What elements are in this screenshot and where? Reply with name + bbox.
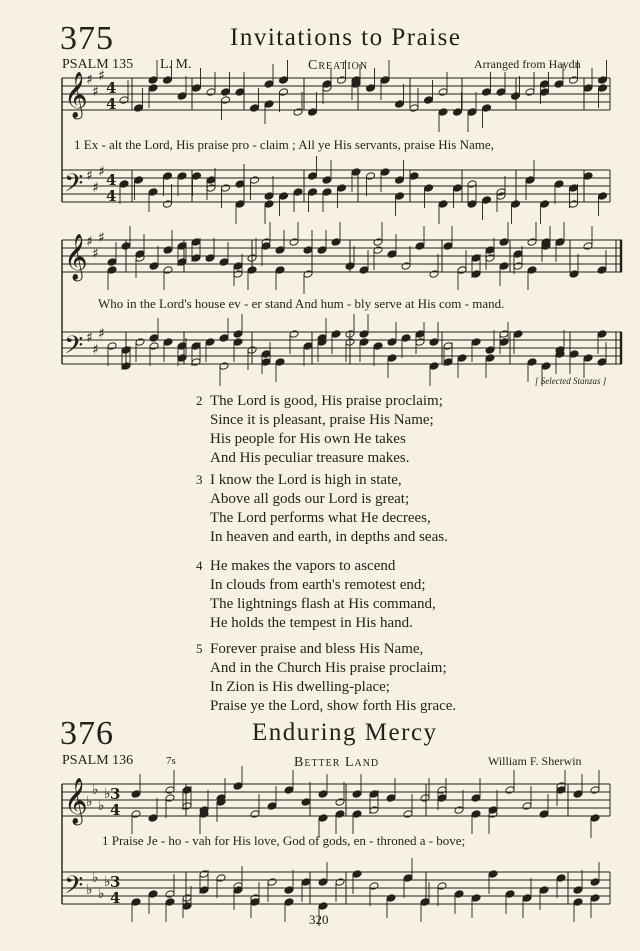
- notehead: [522, 802, 532, 811]
- notehead: [264, 100, 274, 109]
- notehead: [527, 238, 537, 247]
- notehead: [395, 176, 405, 185]
- notehead: [221, 184, 231, 193]
- notehead: [301, 878, 311, 887]
- notehead: [540, 80, 550, 89]
- notehead: [437, 786, 447, 795]
- notehead: [219, 258, 229, 267]
- notehead: [424, 96, 434, 105]
- selected-stanzas-note: [ Selected Stanzas ]: [535, 376, 607, 386]
- notehead: [488, 870, 498, 879]
- notehead: [191, 238, 201, 247]
- notehead: [148, 890, 158, 899]
- notehead: [303, 246, 313, 255]
- notehead: [261, 358, 271, 367]
- notehead: [191, 254, 201, 263]
- notehead: [163, 266, 173, 275]
- hymn-375-arranger: Arranged from Haydn: [474, 57, 581, 71]
- notehead: [590, 894, 600, 903]
- notehead: [352, 790, 362, 799]
- notehead: [369, 790, 379, 799]
- notehead: [131, 810, 141, 819]
- notehead: [380, 168, 390, 177]
- svg-text:4: 4: [106, 171, 117, 189]
- notehead: [205, 254, 215, 263]
- svg-text:𝄞: 𝄞: [64, 72, 88, 118]
- notehead: [438, 108, 448, 117]
- notehead: [261, 350, 271, 359]
- hymn-376-number: 376: [60, 715, 114, 752]
- svg-text:♭: ♭: [98, 798, 105, 814]
- hymn-376-psalm: PSALM 136: [62, 753, 134, 768]
- notehead: [443, 242, 453, 251]
- svg-text:♯: ♯: [86, 330, 93, 346]
- svg-text:3: 3: [110, 785, 121, 803]
- notehead: [556, 874, 566, 883]
- notehead: [583, 242, 593, 251]
- notehead: [598, 84, 608, 93]
- notehead: [415, 330, 425, 339]
- notehead: [467, 200, 477, 209]
- notehead: [482, 104, 492, 113]
- notehead: [250, 898, 260, 907]
- notehead: [438, 200, 448, 209]
- notehead: [569, 184, 579, 193]
- notehead: [496, 192, 506, 201]
- notehead: [264, 200, 274, 209]
- notehead: [177, 258, 187, 267]
- notehead: [308, 108, 318, 117]
- notehead: [177, 342, 187, 351]
- hymn-375-psalm: PSALM 135: [62, 57, 134, 72]
- notehead: [250, 104, 260, 113]
- notehead: [293, 188, 303, 197]
- notehead: [380, 76, 390, 85]
- notehead: [352, 870, 362, 879]
- svg-text:♭: ♭: [92, 870, 99, 886]
- notehead: [369, 806, 379, 815]
- notehead: [420, 794, 430, 803]
- notehead: [303, 342, 313, 351]
- notehead: [437, 794, 447, 803]
- notehead: [366, 172, 376, 181]
- notehead: [199, 870, 209, 879]
- notehead: [318, 878, 328, 887]
- svg-text:♭: ♭: [86, 882, 93, 898]
- notehead: [216, 874, 226, 883]
- notehead: [373, 342, 383, 351]
- notehead: [505, 890, 515, 899]
- notehead: [163, 76, 173, 85]
- notehead: [525, 176, 535, 185]
- notehead: [182, 894, 192, 903]
- notehead: [284, 886, 294, 895]
- hymn-376-title: Enduring Mercy: [252, 719, 438, 746]
- notehead: [496, 88, 506, 97]
- page-number: 320: [309, 912, 329, 927]
- svg-text:♭: ♭: [98, 886, 105, 902]
- notehead: [317, 246, 327, 255]
- notehead: [165, 898, 175, 907]
- notehead: [573, 898, 583, 907]
- notehead: [233, 338, 243, 347]
- notehead: [233, 262, 243, 271]
- notehead: [386, 894, 396, 903]
- notehead: [165, 890, 175, 899]
- notehead: [569, 76, 579, 85]
- notehead: [373, 246, 383, 255]
- notehead: [359, 266, 369, 275]
- notehead: [149, 334, 159, 343]
- hymn-376-composer: William F. Sherwin: [488, 754, 582, 768]
- notehead: [457, 266, 467, 275]
- notehead: [318, 790, 328, 799]
- notehead: [163, 246, 173, 255]
- notehead: [219, 362, 229, 371]
- notehead: [499, 238, 509, 247]
- notehead: [221, 88, 231, 97]
- notehead: [471, 254, 481, 263]
- notehead: [219, 334, 229, 343]
- notehead: [424, 184, 434, 193]
- notehead: [131, 898, 141, 907]
- notehead: [331, 238, 341, 247]
- notehead: [192, 172, 202, 181]
- notehead: [573, 790, 583, 799]
- notehead: [359, 338, 369, 347]
- notehead: [148, 188, 158, 197]
- notehead: [499, 262, 509, 271]
- notehead: [148, 76, 158, 85]
- svg-text:3: 3: [110, 873, 121, 891]
- svg-text:𝄢: 𝄢: [64, 871, 84, 906]
- notehead: [401, 262, 411, 271]
- notehead: [555, 238, 565, 247]
- notehead: [457, 354, 467, 363]
- notehead: [541, 362, 551, 371]
- notehead: [308, 188, 318, 197]
- notehead: [206, 88, 216, 97]
- notehead: [395, 192, 405, 201]
- notehead: [235, 200, 245, 209]
- notehead: [182, 902, 192, 911]
- notehead: [191, 358, 201, 367]
- notehead: [513, 330, 523, 339]
- notehead: [279, 76, 289, 85]
- notehead: [485, 346, 495, 355]
- notehead: [453, 184, 463, 193]
- notehead: [387, 338, 397, 347]
- notehead: [598, 76, 608, 85]
- notehead: [429, 270, 439, 279]
- notehead: [527, 358, 537, 367]
- notehead: [107, 266, 117, 275]
- notehead: [467, 180, 477, 189]
- notehead: [485, 254, 495, 263]
- notehead: [471, 894, 481, 903]
- notehead: [569, 270, 579, 279]
- notehead: [366, 84, 376, 93]
- notehead: [148, 814, 158, 823]
- hymn-375-lyric-line-1: 1 Ex - alt the Lord, His praise pro - claim ; All ye His servants, praise His Name,: [74, 137, 494, 152]
- svg-text:♯: ♯: [86, 168, 93, 184]
- notehead: [308, 172, 318, 181]
- notehead: [437, 882, 447, 891]
- notehead: [573, 886, 583, 895]
- svg-text:♯: ♯: [98, 164, 105, 180]
- notehead: [235, 180, 245, 189]
- notehead: [235, 88, 245, 97]
- svg-text:♭: ♭: [92, 782, 99, 798]
- notehead: [513, 250, 523, 259]
- notehead: [597, 266, 607, 275]
- notehead: [482, 88, 492, 97]
- notehead: [267, 878, 277, 887]
- notehead: [250, 810, 260, 819]
- svg-text:4: 4: [106, 187, 117, 205]
- notehead: [267, 802, 277, 811]
- notehead: [322, 176, 332, 185]
- notehead: [177, 92, 187, 101]
- hymn-376-meter: 7s: [166, 755, 176, 767]
- svg-text:𝄞: 𝄞: [64, 234, 88, 280]
- notehead: [247, 266, 257, 275]
- notehead: [131, 790, 141, 799]
- notehead: [250, 176, 260, 185]
- notehead: [415, 242, 425, 251]
- notehead: [318, 902, 328, 911]
- notehead: [301, 798, 311, 807]
- stanza-3: 3 I know the Lord is high in state, Above all gods our Lord is great; The Lord performs what He decrees, In heaven and earth, in depths and seas.: [196, 472, 448, 545]
- svg-text:4: 4: [110, 801, 121, 819]
- notehead: [182, 786, 192, 795]
- notehead: [583, 84, 593, 93]
- hymn-375-tune: Creation: [308, 58, 369, 73]
- svg-text:♯: ♯: [92, 180, 99, 196]
- notehead: [165, 794, 175, 803]
- svg-text:♯: ♯: [86, 234, 93, 250]
- hymn-375-meter: L. M.: [160, 57, 192, 72]
- svg-text:𝄢: 𝄢: [64, 331, 84, 366]
- svg-text:♭: ♭: [86, 794, 93, 810]
- notehead: [134, 104, 144, 113]
- hymn-375-title: Invitations to Praise: [230, 24, 462, 51]
- notehead: [163, 172, 173, 181]
- notehead: [583, 354, 593, 363]
- hymn-375-lyric-line-2: Who in the Lord's house ev - er stand And hum - bly serve at His com - mand.: [98, 296, 505, 311]
- notehead: [485, 354, 495, 363]
- notehead: [121, 242, 131, 251]
- notehead: [134, 176, 144, 185]
- notehead: [182, 802, 192, 811]
- notehead: [331, 330, 341, 339]
- notehead: [482, 196, 492, 205]
- notehead: [279, 88, 289, 97]
- notehead: [318, 814, 328, 823]
- svg-text:4: 4: [106, 95, 117, 113]
- notehead: [522, 894, 532, 903]
- notehead: [275, 358, 285, 367]
- notehead: [177, 242, 187, 251]
- notehead: [373, 238, 383, 247]
- hymn-376-lyric-line-1: 1 Praise Je - ho - vah for His love, God of gods, en - throned a - bove;: [102, 833, 466, 848]
- notehead: [303, 270, 313, 279]
- notehead: [264, 80, 274, 89]
- notehead: [284, 786, 294, 795]
- notehead: [554, 80, 564, 89]
- notehead: [499, 338, 509, 347]
- notehead: [289, 330, 299, 339]
- svg-text:♯: ♯: [92, 246, 99, 262]
- notehead: [598, 192, 608, 201]
- notehead: [401, 334, 411, 343]
- notehead: [505, 786, 515, 795]
- notehead: [359, 330, 369, 339]
- notehead: [121, 362, 131, 371]
- notehead: [511, 200, 521, 209]
- notehead: [279, 192, 289, 201]
- notehead: [525, 88, 535, 97]
- notehead: [540, 200, 550, 209]
- notehead: [554, 180, 564, 189]
- notehead: [351, 168, 361, 177]
- notehead: [471, 270, 481, 279]
- notehead: [191, 342, 201, 351]
- notehead: [485, 246, 495, 255]
- notehead: [467, 108, 477, 117]
- notehead: [386, 794, 396, 803]
- notehead: [206, 184, 216, 193]
- notehead: [264, 192, 274, 201]
- notehead: [369, 882, 379, 891]
- notehead: [206, 176, 216, 185]
- notehead: [597, 330, 607, 339]
- hymn-375-number: 375: [60, 20, 114, 57]
- notehead: [119, 96, 129, 105]
- notehead: [471, 338, 481, 347]
- svg-text:4: 4: [110, 889, 121, 907]
- notehead: [438, 88, 448, 97]
- svg-text:♭: ♭: [104, 874, 111, 890]
- notehead: [443, 358, 453, 367]
- svg-text:♯: ♯: [92, 84, 99, 100]
- notehead: [107, 258, 117, 267]
- notehead: [409, 172, 419, 181]
- notehead: [163, 338, 173, 347]
- notehead: [322, 80, 332, 89]
- notehead: [387, 250, 397, 259]
- svg-text:𝄢: 𝄢: [64, 169, 84, 204]
- notehead: [261, 242, 271, 251]
- notehead: [569, 350, 579, 359]
- notehead: [590, 786, 600, 795]
- notehead: [335, 798, 345, 807]
- notehead: [429, 338, 439, 347]
- stanza-5: 5 Forever praise and bless His Name, And in the Church His praise proclaim; In Zion is His dwelling-place; Praise ye the Lord, show forth His grace.: [196, 641, 457, 714]
- notehead: [149, 342, 159, 351]
- notehead: [409, 104, 419, 113]
- notehead: [395, 100, 405, 109]
- notehead: [119, 180, 129, 189]
- notehead: [471, 794, 481, 803]
- svg-text:𝄞: 𝄞: [64, 778, 88, 824]
- notehead: [335, 878, 345, 887]
- notehead: [454, 806, 464, 815]
- notehead: [233, 270, 243, 279]
- notehead: [454, 890, 464, 899]
- notehead: [511, 92, 521, 101]
- notehead: [149, 262, 159, 271]
- notehead: [527, 266, 537, 275]
- notehead: [192, 84, 202, 93]
- svg-text:♯: ♯: [86, 72, 93, 88]
- notehead: [415, 338, 425, 347]
- notehead: [275, 266, 285, 275]
- notehead: [135, 338, 145, 347]
- notehead: [443, 342, 453, 351]
- notehead: [583, 172, 593, 181]
- notehead: [387, 354, 397, 363]
- notehead: [539, 810, 549, 819]
- notehead: [429, 362, 439, 371]
- notehead: [284, 898, 294, 907]
- svg-text:4: 4: [106, 79, 117, 97]
- notehead: [453, 108, 463, 117]
- notehead: [337, 184, 347, 193]
- notehead: [148, 84, 158, 93]
- notehead: [590, 814, 600, 823]
- notehead: [275, 246, 285, 255]
- notehead: [289, 238, 299, 247]
- notehead: [590, 878, 600, 887]
- notehead: [107, 342, 117, 351]
- notehead: [403, 810, 413, 819]
- notehead: [539, 886, 549, 895]
- notehead: [293, 108, 303, 117]
- hymn-376-tune: Better Land: [294, 755, 380, 770]
- notehead: [337, 76, 347, 85]
- notehead: [335, 810, 345, 819]
- notehead: [352, 810, 362, 819]
- notehead: [165, 786, 175, 795]
- notehead: [499, 330, 509, 339]
- svg-text:♯: ♯: [92, 342, 99, 358]
- svg-text:♭: ♭: [104, 786, 111, 802]
- notehead: [221, 96, 231, 105]
- notehead: [569, 200, 579, 209]
- notehead: [233, 782, 243, 791]
- stanza-4: 4 He makes the vapors to ascend In clouds from earth's remotest end; The lightnings flash at His command, He holds the tempest in His hand.: [196, 558, 436, 631]
- notehead: [513, 262, 523, 271]
- notehead: [322, 188, 332, 197]
- notehead: [163, 200, 173, 209]
- notehead: [199, 886, 209, 895]
- svg-text:♯: ♯: [98, 326, 105, 342]
- svg-text:♯: ♯: [98, 68, 105, 84]
- notehead: [177, 354, 187, 363]
- notehead: [597, 358, 607, 367]
- stanza-2: 2 The Lord is good, His praise proclaim; Since it is pleasant, praise His Name; His people for His own He takes And His peculiar treasure makes.: [196, 393, 443, 466]
- notehead: [233, 330, 243, 339]
- notehead: [121, 346, 131, 355]
- notehead: [471, 810, 481, 819]
- notehead: [205, 338, 215, 347]
- notehead: [177, 172, 187, 181]
- notehead: [345, 262, 355, 271]
- svg-text:♯: ♯: [98, 230, 105, 246]
- notehead: [540, 88, 550, 97]
